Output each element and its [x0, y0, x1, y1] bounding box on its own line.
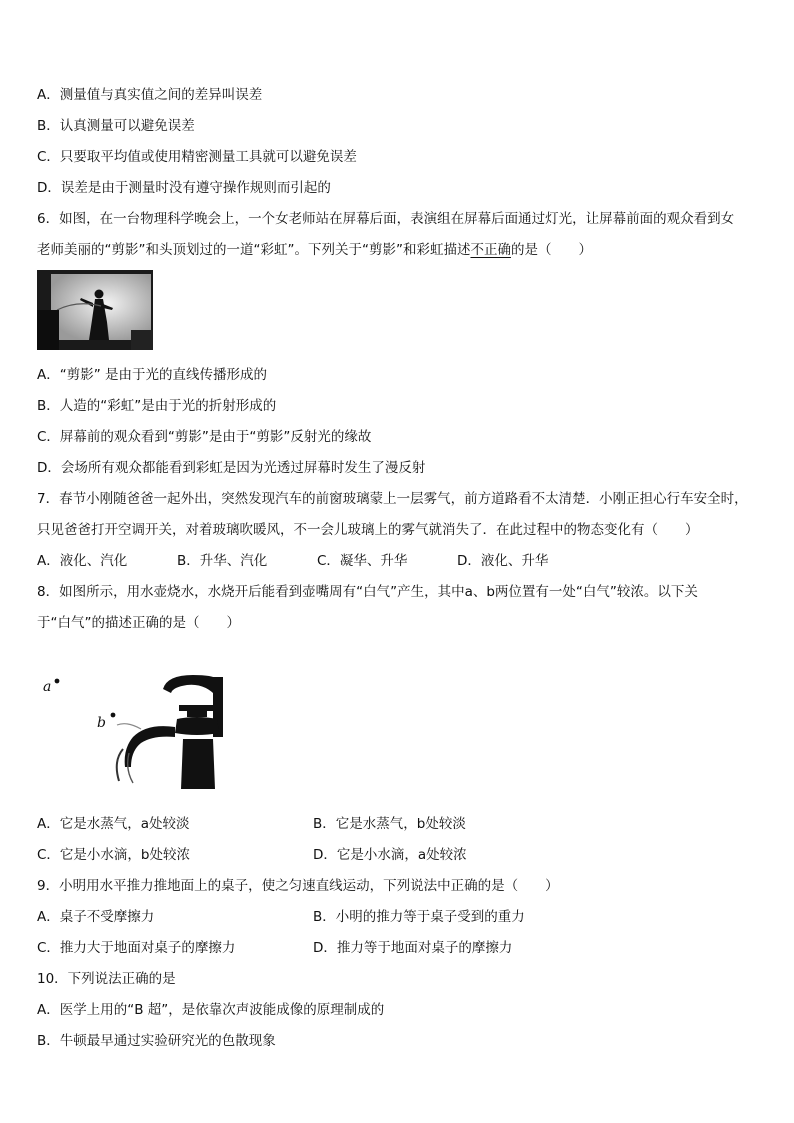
q7-option-b: B．升华、汽化	[177, 553, 268, 569]
q6-option-a: A．“剪影” 是由于光的直线传播形成的	[37, 367, 268, 383]
q8-option-b: B．它是水蒸气，b处较淡	[313, 816, 466, 832]
label-b: b	[97, 715, 106, 731]
q7-stem-line1: 7．春节小刚随爸爸一起外出，突然发现汽车的前窗玻璃蒙上一层雾气，前方道路看不太清楚．小刚正担心行车安全时，	[37, 491, 748, 507]
q8-stem-line1: 8．如图所示，用水壶烧水，水烧开后能看到壶嘴周有“白气”产生，其中a、b两位置有一处“白气”较浓。以下关	[37, 584, 698, 600]
kettle-steam-image	[37, 657, 237, 797]
q6-stem-underlined: 不正确	[470, 242, 511, 258]
question-10	[37, 964, 767, 1057]
q8-option-d: D．它是小水滴，a处较浓	[313, 847, 467, 863]
q6-stem-line1: 6．如图，在一台物理科学晚会上，一个女老师站在屏幕后面，表演组在屏幕后面通过灯光，让屏幕前面的观众看到女	[37, 211, 735, 227]
q5-option-d: D．误差是由于测量时没有遵守操作规则而引起的	[37, 180, 331, 196]
q10-stem: 10．下列说法正确的是	[37, 971, 176, 987]
q9-options-row1	[37, 902, 767, 933]
q7-option-d: D．液化、升华	[457, 553, 549, 569]
question-8	[37, 577, 767, 871]
q9-option-c: C．推力大于地面对桌子的摩擦力	[37, 940, 236, 956]
q8-options-row2	[37, 840, 767, 871]
q6-stem-text-b: 的是（ ）	[510, 242, 592, 258]
q6-stem-line2	[37, 235, 767, 266]
q9-stem: 9．小明用水平推力推地面上的桌子，使之匀速直线运动，下列说法中正确的是（ ）	[37, 878, 559, 894]
q9-option-b: B．小明的推力等于桌子受到的重力	[313, 909, 525, 925]
exam-page	[37, 80, 767, 1057]
q7-options	[37, 546, 767, 577]
q7-option-a: A．液化、汽化	[37, 553, 128, 569]
q5-option-b: B．认真测量可以避免误差	[37, 118, 195, 134]
q7-stem-line2: 只见爸爸打开空调开关，对着玻璃吹暖风，不一会儿玻璃上的雾气就消失了．在此过程中的物态变化有（ ）	[37, 522, 699, 538]
q8-options-row1	[37, 809, 767, 840]
stage-silhouette-image	[37, 270, 153, 350]
q8-option-a: A．它是水蒸气，a处较淡	[37, 816, 190, 832]
question-6	[37, 204, 767, 484]
q5-option-c: C．只要取平均值或使用精密测量工具就可以避免误差	[37, 149, 357, 165]
q6-option-d: D．会场所有观众都能看到彩虹是因为光透过屏幕时发生了漫反射	[37, 460, 426, 476]
q5-options	[37, 80, 767, 204]
q9-options-row2	[37, 933, 767, 964]
q6-stem-text-a: 老师美丽的“剪影”和头顶划过的一道“彩虹”。下列关于“剪影”和彩虹描述	[37, 242, 471, 258]
q9-option-d: D．推力等于地面对桌子的摩擦力	[313, 940, 513, 956]
q10-option-a: A．医学上用的“B 超”，是依靠次声波能成像的原理制成的	[37, 1002, 385, 1018]
q7-option-c: C．凝华、升华	[317, 553, 408, 569]
q6-option-c: C．屏幕前的观众看到“剪影”是由于“剪影”反射光的缘故	[37, 429, 372, 445]
q5-option-a: A．测量值与真实值之间的差异叫误差	[37, 87, 263, 103]
q6-option-b: B．人造的“彩虹”是由于光的折射形成的	[37, 398, 277, 414]
question-7	[37, 484, 767, 577]
q8-stem-line2: 于“白气”的描述正确的是（ ）	[37, 615, 240, 631]
question-9	[37, 871, 767, 964]
q9-option-a: A．桌子不受摩擦力	[37, 909, 155, 925]
label-a: a	[43, 679, 52, 695]
q10-option-b: B．牛顿最早通过实验研究光的色散现象	[37, 1033, 276, 1049]
q8-option-c: C．它是小水滴，b处较浓	[37, 847, 190, 863]
